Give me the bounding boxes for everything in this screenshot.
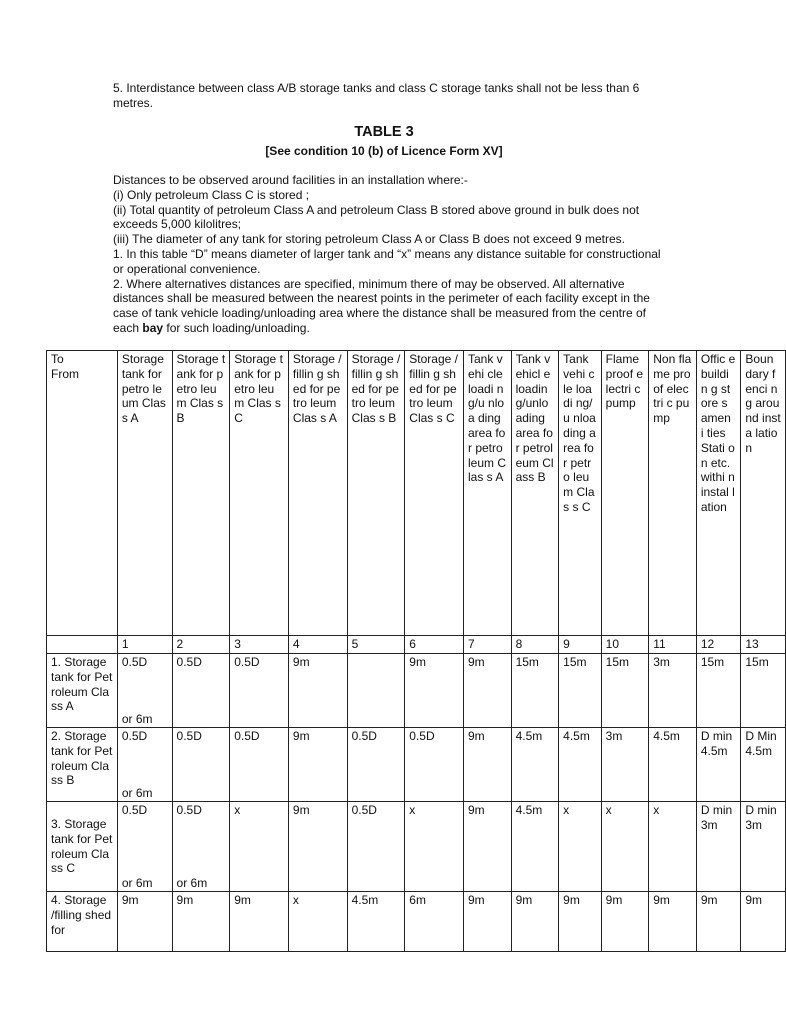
table-cell <box>172 654 230 728</box>
row-label: 1. Storage tank for Petroleum Class A <box>51 655 113 714</box>
column-number-row <box>47 636 786 654</box>
table-cell <box>649 654 697 728</box>
table-row <box>47 654 786 728</box>
table-cell <box>405 654 464 728</box>
cell-value: 9m <box>563 893 580 907</box>
table-cell <box>601 802 649 892</box>
column-header: Boun dary fenci ng arou nd insta lation <box>741 351 786 636</box>
cell-value: 9m <box>176 893 194 907</box>
cell-value: 15m <box>700 655 725 669</box>
column-number: 1 <box>117 636 172 654</box>
cell-value: 9m <box>292 803 310 817</box>
column-header: Tank vehicl e loadin g/unlo ading area for petrol eum Class B <box>511 351 559 636</box>
row-label: 4. Storage /filling shed for <box>51 893 112 937</box>
paragraph-5: 5. Interdistance between class A/B storage tanks and class C storage tanks shall not be less than 6 metres. <box>113 81 640 110</box>
table-cell <box>117 892 172 952</box>
cell-value: 3m <box>605 729 623 743</box>
table-cell <box>511 802 559 892</box>
table-cell <box>405 728 464 802</box>
cell-value: 0.5D <box>234 729 260 743</box>
column-header: Non flame proof electri c pump <box>649 351 697 636</box>
table-cell <box>559 802 602 892</box>
cell-value: 9m <box>653 893 670 907</box>
column-header: Tank vehi cle loadi ng/u nloa ding area for petro leum Clas s A <box>464 351 512 636</box>
column-number: 13 <box>741 636 786 654</box>
table-cell <box>559 728 602 802</box>
column-number: 10 <box>601 636 649 654</box>
table-cell <box>230 654 289 728</box>
cell-value: 4.5m <box>351 893 379 907</box>
table-cell <box>347 728 405 802</box>
note-2-tail: for such loading/unloading. <box>163 320 310 335</box>
cell-value: 15m <box>563 655 587 669</box>
blank-cell <box>47 636 118 654</box>
column-header: Storage tank for petro leum Clas s A <box>117 351 172 636</box>
column-number: 3 <box>230 636 289 654</box>
cell-value: x <box>563 803 570 817</box>
cell-value: 9m <box>121 893 139 907</box>
intro-text <box>113 173 663 336</box>
cell-alternative: or 6m <box>121 712 153 727</box>
table-cell <box>288 728 347 802</box>
row-header <box>47 802 118 892</box>
table-cell <box>464 728 512 802</box>
column-number: 7 <box>464 636 512 654</box>
cell-value: D min 3m <box>700 803 733 832</box>
table-cell <box>172 728 230 802</box>
table-cell <box>288 892 347 952</box>
corner-from: From <box>51 366 79 381</box>
cell-value: 9m <box>745 893 763 907</box>
cell-value: 0.5D <box>176 803 202 817</box>
table-cell <box>559 654 602 728</box>
intro-lead: Distances to be observed around facilities in an installation where:- <box>113 173 468 187</box>
table-cell <box>741 892 786 952</box>
cell-value: x <box>292 893 299 907</box>
cell-value: 15m <box>605 655 630 669</box>
cell-value: 9m <box>515 893 533 907</box>
note-1: 1. In this table “D” means diameter of larger tank and “x” means any distance suitable for constructional or operational convenience. <box>113 246 661 276</box>
column-header: Storage tank for petro leum Clas s B <box>172 351 230 636</box>
note-2-bold: bay <box>142 320 164 335</box>
table-cell <box>601 654 649 728</box>
table-cell <box>288 654 347 728</box>
table-cell <box>117 654 172 728</box>
cell-value: 9m <box>700 893 718 907</box>
header-row <box>47 351 786 636</box>
cell-value: 4.5m <box>653 729 680 743</box>
cell-value: 9m <box>468 729 485 743</box>
cell-value: 6m <box>409 893 426 907</box>
corner-cell <box>47 351 118 636</box>
column-header: Storage /fillin g shed for petro leum Clas s B <box>347 351 405 636</box>
row-label: 2. Storage tank for Petroleum Class B <box>51 729 113 788</box>
table-cell <box>649 802 697 892</box>
table-cell <box>347 892 405 952</box>
column-number: 9 <box>559 636 602 654</box>
table-cell <box>696 728 741 802</box>
table-cell <box>511 654 559 728</box>
table-cell <box>117 728 172 802</box>
column-number: 2 <box>172 636 230 654</box>
table-cell <box>741 802 786 892</box>
cell-value: 0.5D <box>176 655 202 669</box>
table-cell <box>559 892 602 952</box>
cell-value: 4.5m <box>515 729 543 743</box>
cell-value: D min 3m <box>745 803 777 832</box>
table-cell <box>696 654 741 728</box>
table-row <box>47 728 786 802</box>
cell-alternative: or 6m <box>121 786 153 801</box>
cell-value: 9m <box>605 893 623 907</box>
table-row <box>47 892 786 952</box>
cell-value: 0.5D <box>121 655 148 669</box>
column-number: 8 <box>511 636 559 654</box>
cell-alternative: or 6m <box>121 876 153 891</box>
table-cell <box>117 802 172 892</box>
column-header: Storage tank for petro leum Clas s C <box>230 351 289 636</box>
table-cell <box>741 654 786 728</box>
cell-value: x <box>409 803 416 817</box>
distance-table-container <box>46 350 781 950</box>
cell-value: 0.5D <box>121 729 148 743</box>
table-cell <box>511 728 559 802</box>
table-cell <box>288 802 347 892</box>
row-header <box>47 654 118 728</box>
table-cell <box>601 728 649 802</box>
cell-value: 0.5D <box>121 803 148 817</box>
table-title: TABLE 3 <box>354 124 414 140</box>
cell-value: 9m <box>409 655 426 669</box>
cell-value: x <box>234 803 241 817</box>
table-cell <box>511 892 559 952</box>
table-cell <box>405 802 464 892</box>
row-header <box>47 728 118 802</box>
cell-value: 9m <box>292 729 310 743</box>
cell-alternative: or 6m <box>176 876 208 891</box>
table-cell <box>464 654 512 728</box>
table-cell <box>696 802 741 892</box>
column-number: 11 <box>649 636 697 654</box>
cell-value: 9m <box>468 655 485 669</box>
cell-value: x <box>653 803 660 817</box>
table-cell <box>741 728 786 802</box>
cell-value: 0.5D <box>234 655 260 669</box>
table-cell <box>172 892 230 952</box>
cell-value: x <box>605 803 612 817</box>
cell-value: 0.5D <box>351 803 377 817</box>
table-cell <box>464 802 512 892</box>
table-cell <box>601 892 649 952</box>
column-number: 4 <box>288 636 347 654</box>
column-header: Storage /fillin g shed for petro leum Clas s A <box>288 351 347 636</box>
table-cell <box>347 802 405 892</box>
table-row <box>47 802 786 892</box>
column-number: 6 <box>405 636 464 654</box>
cell-value: 4.5m <box>515 803 543 817</box>
cell-value: 0.5D <box>351 729 377 743</box>
condition-iii: (iii) The diameter of any tank for storing petroleum Class A or Class B does not exceed 9 metres. <box>113 232 626 247</box>
column-header: Tank vehi cle loadi ng/u nloa ding area for petro leum Clas s C <box>559 351 602 636</box>
condition-i: (i) Only petroleum Class C is stored ; <box>113 187 310 202</box>
cell-value: 9m <box>292 655 310 669</box>
table-subtitle: [See condition 10 (b) of Licence Form XV] <box>265 144 503 158</box>
cell-value: 3m <box>653 655 670 669</box>
table-cell <box>230 892 289 952</box>
corner-to: To <box>51 352 64 366</box>
column-header: Offic e buildi n g store s amen i ties Stati o n etc. withi n instal l ation <box>696 351 741 636</box>
column-header: Storage /fillin g shed for petro leum Clas s C <box>405 351 464 636</box>
cell-value: 9m <box>468 803 485 817</box>
cell-value: 15m <box>515 655 539 669</box>
column-header: Flame proof electri c pump <box>601 351 649 636</box>
table-cell <box>696 892 741 952</box>
cell-value: 0.5D <box>176 729 202 743</box>
cell-value: 9m <box>468 893 485 907</box>
condition-ii: (ii) Total quantity of petroleum Class A and petroleum Class B stored above ground in bulk does not exceeds 5,000 kilolitres; <box>113 202 640 232</box>
table-cell <box>172 802 230 892</box>
table-cell <box>649 892 697 952</box>
table-cell <box>347 654 405 728</box>
note-2 <box>113 277 663 336</box>
column-number: 5 <box>347 636 405 654</box>
note-2-text: 2. Where alternatives distances are specified, minimum there of may be observed. All alternative distances shall be measured between the nearest points in the perimeter of each facility except in the case of tank vehicle loading/unloading area where the distance shall be measured from the centre of each <box>113 276 650 335</box>
table-cell <box>405 892 464 952</box>
table-cell <box>464 892 512 952</box>
cell-value: 0.5D <box>409 729 435 743</box>
cell-value: 4.5m <box>563 729 590 743</box>
cell-value: 9m <box>234 893 251 907</box>
cell-value: D Min 4.5m <box>745 729 777 758</box>
column-number: 12 <box>696 636 741 654</box>
table-cell <box>649 728 697 802</box>
cell-value: D min 4.5m <box>700 729 733 758</box>
table-cell <box>230 802 289 892</box>
cell-value: 15m <box>745 655 769 669</box>
row-label: 3. Storage tank for Petroleum Class C <box>51 817 113 876</box>
distance-table <box>46 350 786 952</box>
table-cell <box>230 728 289 802</box>
row-header <box>47 892 118 952</box>
